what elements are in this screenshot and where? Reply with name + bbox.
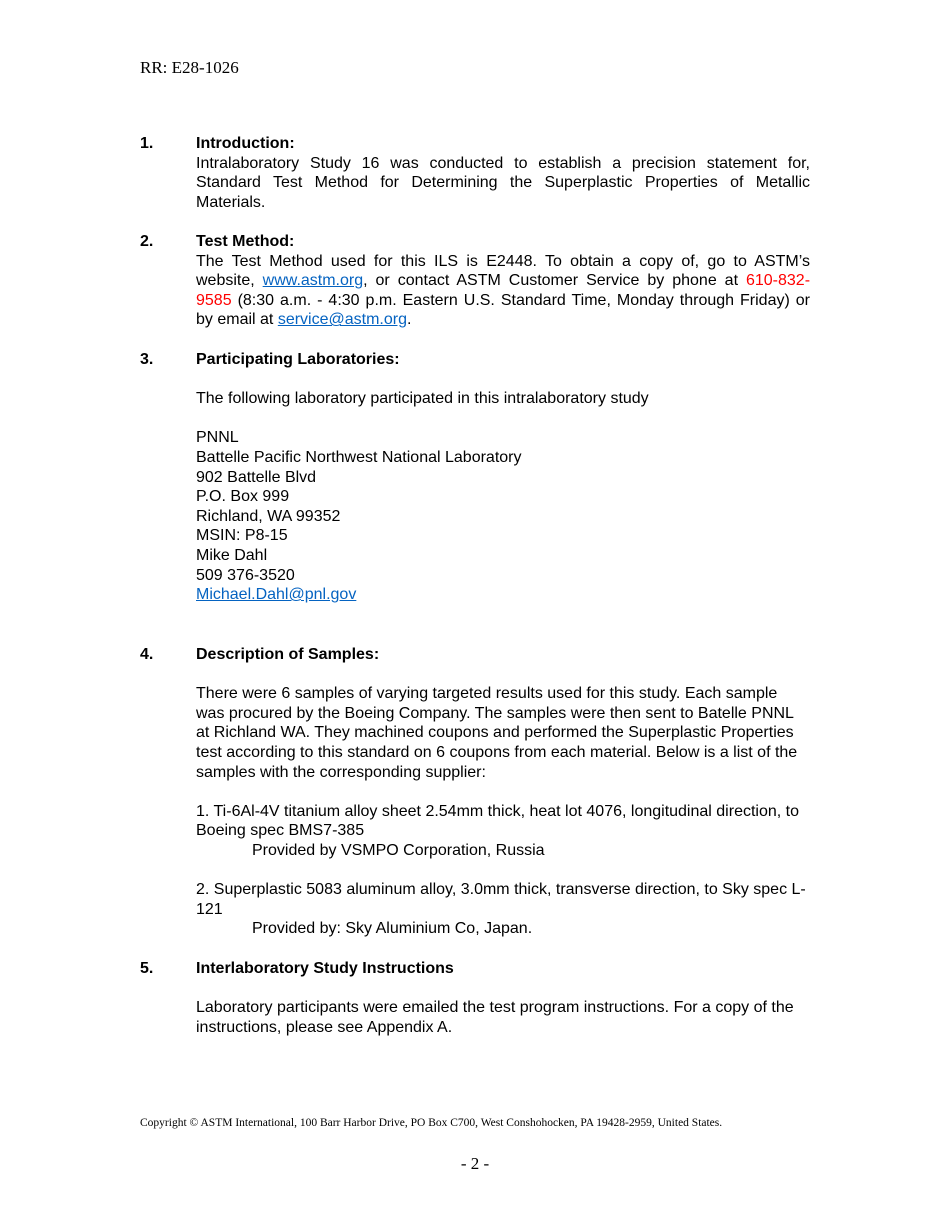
section-text: Laboratory participants were emailed the test program instructions. For a copy of the instructions, please see Appendix A. (196, 999, 794, 1036)
section-study-instructions (140, 959, 810, 1037)
section-number: 5. (140, 960, 154, 977)
section-text: There were 6 samples of varying targeted results used for this study. Each sample was procured by the Boeing Company. The samples were then sent to Batelle PNNL at Richland WA. They machined coupons and performed the Superplastic Properties test according to this standard on 6 coupons from each material. Below is a list of the samples with the corresponding supplier: (196, 685, 798, 781)
section-title: Test Method: (196, 233, 295, 250)
report-id: RR: E28-1026 (140, 58, 239, 77)
page-number: - 2 - (460, 1154, 490, 1173)
website-link[interactable]: www.astm.org (262, 272, 364, 290)
section-number: 4. (140, 646, 154, 663)
phone-number: 610-832-9585 (196, 272, 811, 309)
email-link[interactable]: service@astm.org (277, 311, 407, 329)
text-part: , or contact ASTM Customer Service by phone at (363, 272, 746, 290)
lab-pobox: P.O. Box 999 (196, 488, 290, 506)
section-intro: The following laboratory participated in this intralaboratory study (196, 390, 649, 408)
copyright-footer: Copyright © ASTM International, 100 Barr Harbor Drive, PO Box C700, West Conshohocken, PA 19428-2959, United States. (140, 1117, 723, 1129)
section-test-method (140, 232, 810, 330)
sample-provider: Provided by: Sky Aluminium Co, Japan. (252, 920, 533, 938)
section-introduction (140, 134, 810, 212)
section-description-of-samples (140, 645, 810, 939)
lab-email-link[interactable]: Michael.Dahl@pnl.gov (196, 586, 357, 604)
section-number: 3. (140, 351, 154, 368)
sample-description: 2. Superplastic 5083 aluminum alloy, 3.0mm thick, transverse direction, to Sky spec L-121 (196, 881, 806, 918)
section-number: 2. (140, 233, 154, 250)
text-part: The Test Method used for this ILS is E2448. To obtain a copy of, go to ASTM’s website, (196, 252, 810, 290)
lab-phone: 509 376-3520 (196, 566, 295, 584)
section-text (196, 252, 810, 330)
lab-city: Richland, WA 99352 (196, 507, 341, 525)
section-title: Description of Samples: (196, 646, 380, 663)
lab-street: 902 Battelle Blvd (196, 468, 317, 486)
lab-msin: MSIN: P8-15 (196, 527, 288, 545)
lab-name: PNNL (196, 429, 239, 447)
section-title: Introduction: (196, 135, 295, 152)
lab-contact: Mike Dahl (196, 546, 268, 564)
section-number: 1. (140, 135, 154, 152)
section-text: Intralaboratory Study 16 was conducted to establish a precision statement for, Standard Test Method for Determining the Superplastic Properties of Metallic Materials. (196, 154, 810, 211)
text-part: . (406, 311, 412, 329)
sample-provider: Provided by VSMPO Corporation, Russia (252, 841, 545, 859)
text-part: (8:30 a.m. - 4:30 p.m. Eastern U.S. Standard Time, Monday through Friday) or by email at (196, 291, 810, 329)
section-participating-laboratories (140, 350, 810, 605)
section-title: Participating Laboratories: (196, 351, 400, 368)
lab-organization: Battelle Pacific Northwest National Laboratory (196, 448, 522, 466)
sample-description: 1. Ti-6Al-4V titanium alloy sheet 2.54mm thick, heat lot 4076, longitudinal direction, to Boeing spec BMS7-385 (196, 802, 799, 840)
section-title: Interlaboratory Study Instructions (196, 960, 454, 977)
